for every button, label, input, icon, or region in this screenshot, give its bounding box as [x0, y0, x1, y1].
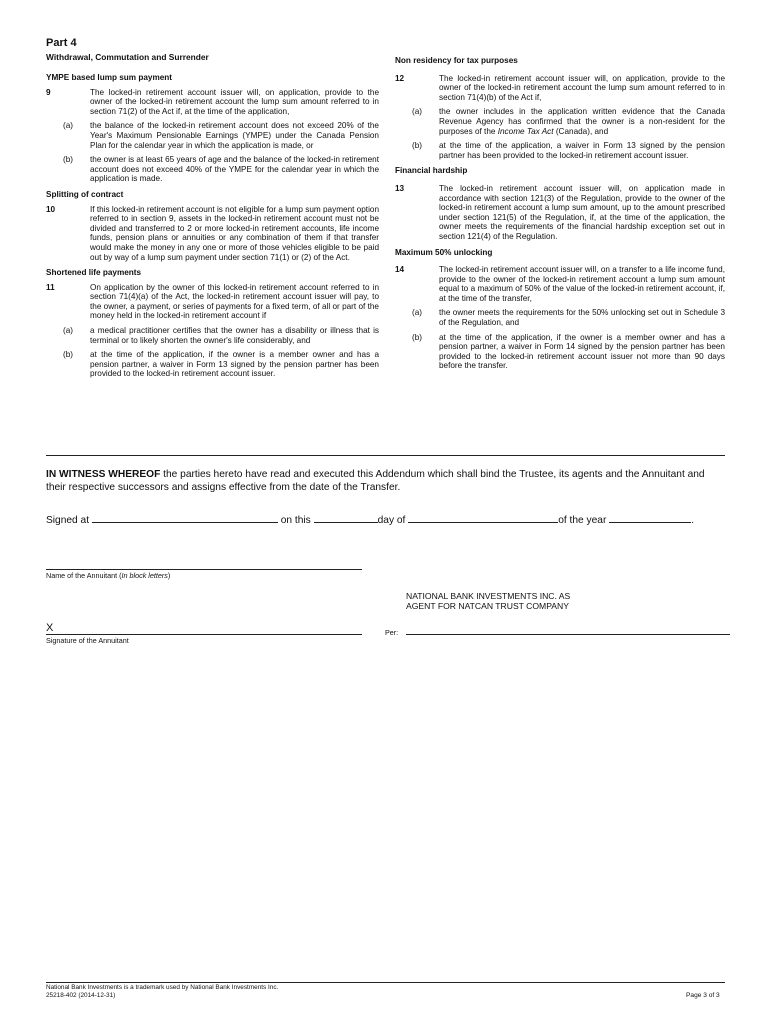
section-number: 11 — [46, 282, 55, 292]
clause-text: the owner meets the requirements for the 50% unlocking set out in Schedule 3 of the Regulation, and — [439, 308, 725, 328]
signature-x-mark: X — [46, 622, 54, 634]
clause-text-part: the owner includes in the application written evidence that the Canada Revenue Agency has confirmed that the owner is a non-resident for the purposes of the — [439, 107, 725, 136]
clause-text: the owner is at least 65 years of age and the balance of the locked-in retirement account does not exceed 40% of the YMPE for the calendar year in which the application is made. — [90, 155, 380, 184]
witness-bold: IN WITNESS WHEREOF — [46, 469, 161, 480]
section-text: The locked-in retirement account issuer will, on application, provide to the owner of the locked-in retirement account the lump sum amount referred to in section 71(2) of the Act if, at the time of the application, — [90, 87, 379, 116]
section-text: The locked-in retirement account issuer will, on application made in accordance with section 121(3) of the Regulation, provide to the owner of the locked-in retirement account a lump sum amount, up to the amount prescribed under section 121(5) of the Regulation, if, at the time of the application, the owner meets the requirements of the financial hardship exception set out in section 121(4) of the Regulation. — [439, 183, 725, 241]
section-text: On application by the owner of this locked-in retirement account referred to in section 71(4)(a) of the Act, the locked-in retirement account issuer will pay, to the owner, a payment, or series of payments for a fixed term, of all or part of the money held in the locked-in retirement account if — [90, 282, 379, 321]
section-14a — [395, 308, 725, 327]
section-number: 14 — [395, 265, 405, 275]
witness-statement — [46, 468, 726, 494]
day-of-label: day of — [377, 515, 406, 526]
page-number: Page 3 of 3 — [686, 992, 720, 999]
signed-at-label: Signed at — [46, 515, 90, 526]
clause-label: (b) — [411, 332, 422, 342]
clause-label: (a) — [62, 121, 73, 131]
clause-label: (b) — [411, 141, 422, 151]
clause-label: (a) — [411, 107, 422, 117]
year-field[interactable] — [609, 513, 691, 523]
agent-line-1: NATIONAL BANK INVESTMENTS INC. AS — [406, 591, 571, 601]
section-number: 13 — [395, 183, 405, 193]
witness-text: the parties hereto have read and executed this Addendum which shall bind the Trustee, its agents and the Annuitant and their respective successors and assigns effective from the date of the Transfer. — [46, 469, 705, 493]
agent-block — [406, 591, 570, 612]
part-subtitle: Withdrawal, Commutation and Surrender — [46, 52, 209, 62]
clause-text: a medical practitioner certifies that the owner has a disability or illness that is terminal or to likely shorten the owner's life considerably, and — [90, 326, 379, 345]
clause-label: (b) — [62, 350, 73, 360]
section-12 — [395, 74, 725, 103]
trademark-note: National Bank Investments is a trademark used by National Bank Investments Inc. — [46, 984, 279, 991]
annuitant-name-field[interactable] — [46, 569, 362, 570]
clause-text-part: (Canada), and — [553, 126, 609, 136]
right-column — [395, 56, 725, 376]
label-text: Name of the Annuitant ( — [46, 571, 122, 580]
section-14 — [395, 265, 725, 303]
section-text: The locked-in retirement account issuer will, on a transfer to a life income fund, provide to the owner of the locked-in retirement account a lump sum amount equal to a maximum of 50% of the value of the locked-in retirement account, if, at the time of the transfer, — [439, 265, 725, 303]
clause-label: (a) — [411, 308, 422, 318]
nonres-heading: Non residency for tax purposes — [395, 56, 518, 65]
section-number: 10 — [46, 204, 56, 214]
section-text: If this locked-in retirement account is not eligible for a lump sum payment option referred to in section 9, assets in the locked-in retirement account must not be divided and transferred to 2 or more locked-in retirement accounts, life income funds, pension plans or annuities or any combination of them if that transfer would make the money in any one or more of those vehicles eligible to be paid out by way of a lump sum payment under section 71(1) or (2) of the Act. — [90, 204, 379, 262]
section-9 — [46, 88, 379, 117]
clause-text: the balance of the locked-in retirement account does not exceed 20% of the Year's Maximum Pensionable Earnings (YMPE) under the Canada Pension Plan for the calendar year in which the application is made, or — [90, 121, 379, 150]
section-10 — [46, 205, 379, 263]
footer-divider — [46, 982, 725, 983]
form-code: 25218-402 (2014-12-31) — [46, 991, 116, 999]
split-heading: Splitting of contract — [46, 189, 124, 199]
annuitant-signature-field[interactable] — [46, 634, 362, 635]
period: . — [691, 515, 695, 526]
ympe-heading: YMPE based lump sum payment — [46, 73, 173, 82]
section-text: The locked-in retirement account issuer will, on application, provide to the owner of the locked-in retirement account the lump sum amount referred to in section 71(4)(b) of the Act if, — [439, 73, 725, 102]
hardship-heading: Financial hardship — [395, 166, 468, 176]
section-14b — [395, 333, 725, 371]
section-9b — [46, 155, 379, 184]
shortened-heading: Shortened life payments — [46, 268, 142, 278]
section-divider — [46, 455, 725, 456]
month-field[interactable] — [408, 513, 558, 523]
section-11a — [46, 326, 379, 345]
footer-notes — [46, 984, 278, 999]
day-field[interactable] — [314, 513, 378, 523]
part-title: Part 4 — [46, 37, 77, 49]
clause-label: (a) — [62, 326, 73, 336]
per-label: Per: — [385, 628, 399, 637]
signed-at-field[interactable] — [92, 513, 278, 523]
section-12b — [395, 141, 725, 160]
label-italic: In block letters — [121, 571, 168, 580]
left-column — [46, 73, 379, 384]
section-11b — [46, 350, 379, 379]
max50-heading: Maximum 50% unlocking — [395, 247, 493, 257]
clause-label: (b) — [62, 155, 73, 165]
clause-text: at the time of the application, a waiver in Form 13 signed by the pension partner has been provided to the locked-in retirement account issuer. — [439, 141, 725, 160]
on-this-label: on this — [280, 515, 311, 526]
label-close: ) — [167, 571, 171, 580]
agent-line-2: AGENT FOR NATCAN TRUST COMPANY — [406, 601, 569, 612]
act-title: Income Tax Act — [497, 126, 554, 136]
section-9a — [46, 121, 379, 150]
section-12a — [395, 107, 725, 136]
clause-text — [439, 107, 725, 136]
annuitant-name-label — [46, 571, 170, 580]
signature-label: Signature of the Annuitant — [46, 636, 129, 645]
clause-text: at the time of the application, if the owner is a member owner and has a pension partner, a waiver in Form 14 signed by the pension partner has been provided to the locked-in retirement account issuer not more than 90 days before the transfer. — [439, 332, 725, 371]
section-11 — [46, 283, 379, 321]
section-13 — [395, 184, 725, 242]
section-number: 9 — [46, 87, 51, 97]
signed-row — [46, 513, 736, 526]
of-the-year-label: of the year — [558, 515, 607, 526]
agent-signature-field[interactable] — [406, 634, 730, 635]
clause-text: at the time of the application, if the owner is a member owner and has a pension partner, a waiver in Form 13 signed by the pension partner has been provided to the locked-in retirement account issuer. — [90, 350, 379, 379]
section-number: 12 — [395, 73, 405, 83]
